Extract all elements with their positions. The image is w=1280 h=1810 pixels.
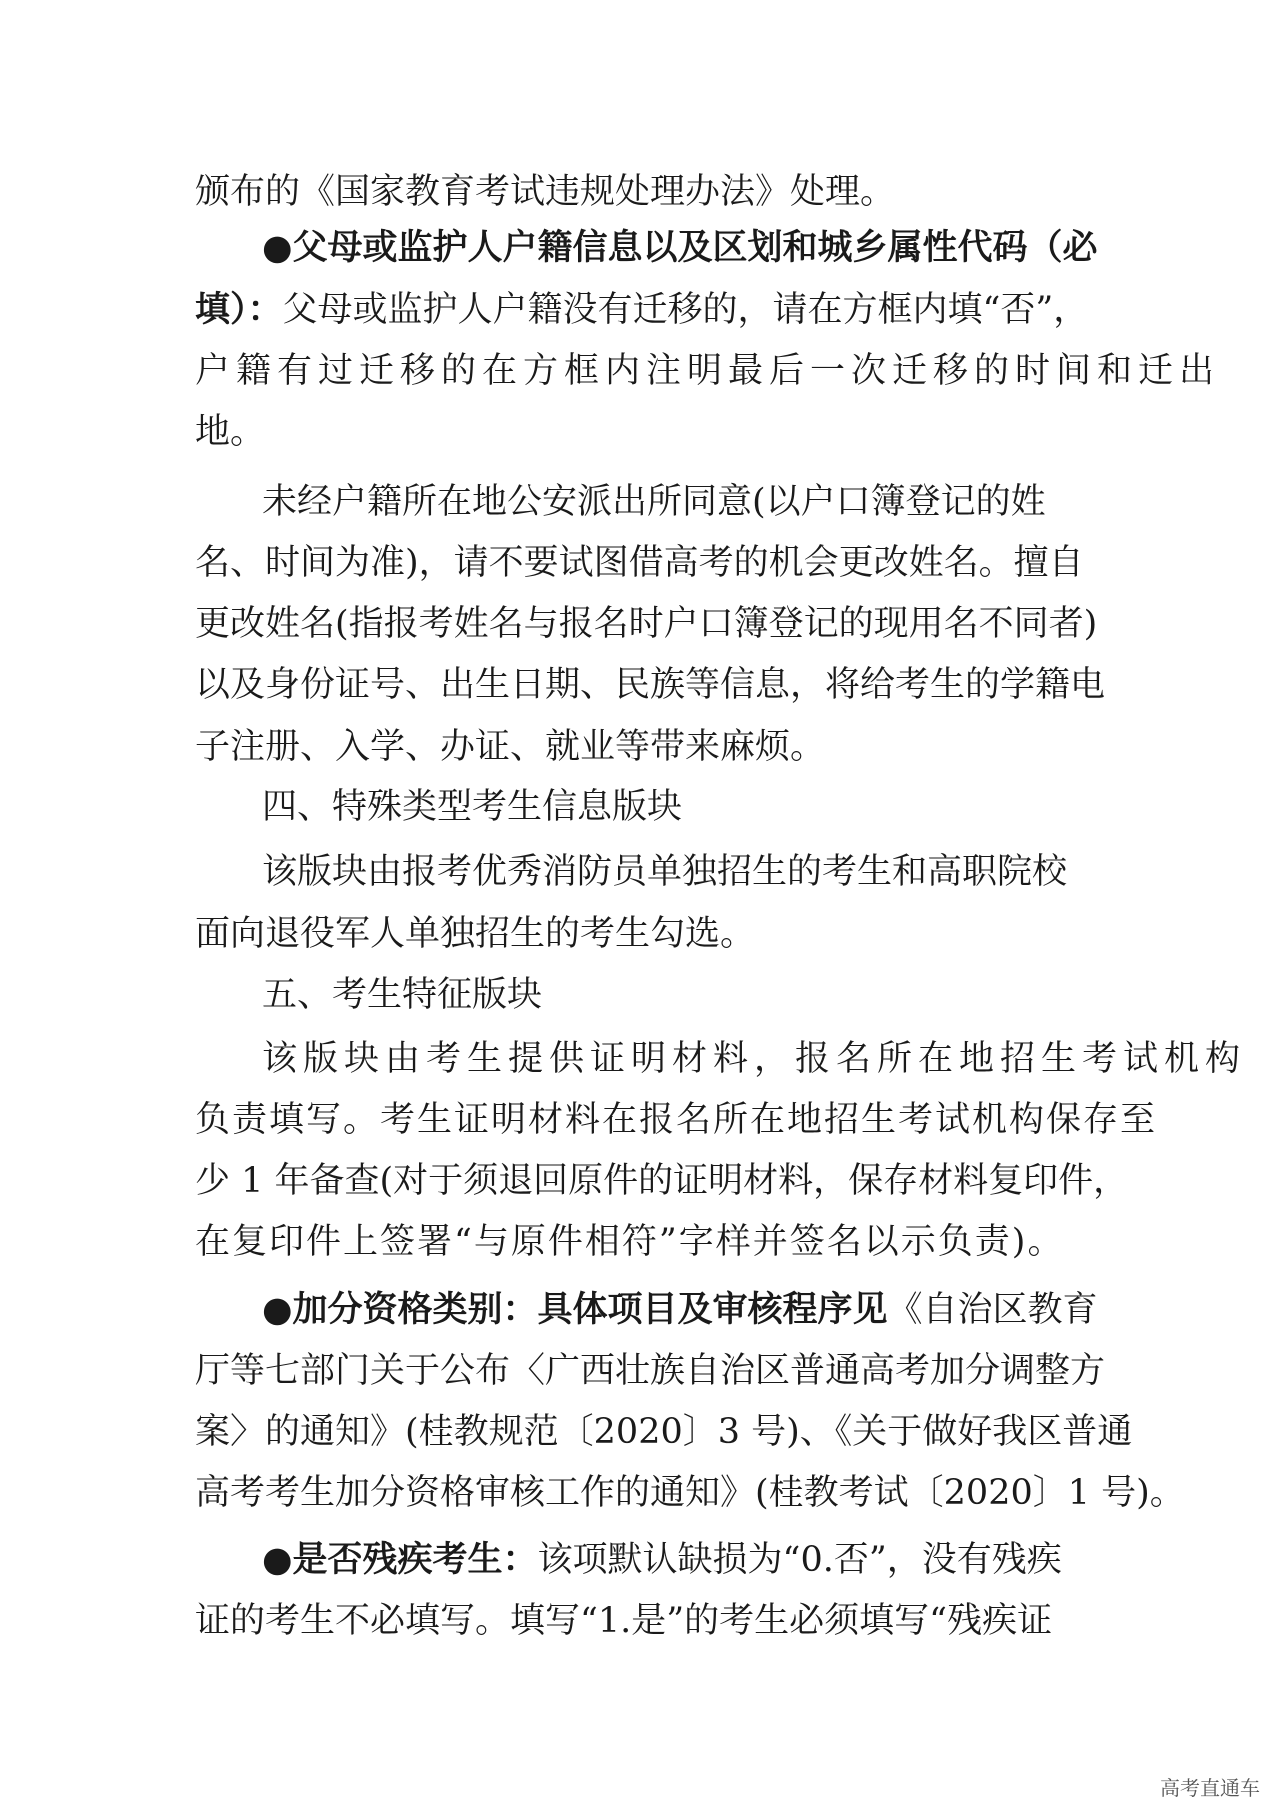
text-run: 地。 [195, 412, 266, 452]
bold-text-run: 填）： [195, 289, 283, 330]
text-line-6 [262, 472, 1100, 532]
text-line-19 [262, 1280, 1100, 1340]
text-run: 《自治区教育 [887, 1290, 1098, 1330]
text-line-4 [195, 341, 1221, 401]
text-run: 案〉的通知》(桂教规范〔2020〕3 号)、《关于做好我区普通 [195, 1412, 1133, 1452]
text-line-9 [195, 655, 1106, 715]
text-run: 证的考生不必填写。填写“1.是”的考生必须填写“残疾证 [195, 1601, 1053, 1641]
text-run: 四、特殊类型考生信息版块 [262, 787, 683, 827]
text-run: 厅等七部门关于公布〈广西壮族自治区普通高考加分调整方 [195, 1351, 1106, 1391]
text-run: 该版块由考生提供证明材料，报名所在地招生考试机构 [262, 1039, 1247, 1079]
text-line-2 [262, 218, 1100, 278]
text-line-15 [262, 1029, 1247, 1089]
text-line-22 [195, 1463, 1185, 1523]
text-line-24 [195, 1591, 1100, 1651]
text-run: 少 1 年备查(对于须退回原件的证明材料，保存材料复印件， [195, 1161, 1129, 1201]
text-run: 负责填写。考生证明材料在报名所在地招生考试机构保存至 [195, 1100, 1158, 1140]
text-run: 颁布的《国家教育考试违规处理办法》处理。 [195, 172, 896, 212]
bold-text-run: ●加分资格类别：具体项目及审核程序见 [262, 1289, 888, 1330]
text-run: 父母或监护人户籍没有迁移的，请在方框内填“否”， [282, 290, 1089, 330]
text-run: 该版块由报考优秀消防员单独招生的考生和高职院校 [262, 852, 1068, 892]
text-run: 子注册、入学、办证、就业等带来麻烦。 [195, 727, 826, 767]
text-line-17 [195, 1151, 1129, 1211]
text-line-13 [195, 904, 1100, 964]
bold-text-run: ●父母或监护人户籍信息以及区划和城乡属性代码（必 [262, 227, 1098, 268]
bold-text-run: ●是否残疾考生： [262, 1539, 538, 1580]
text-line-8 [195, 594, 1100, 654]
text-run: 五、考生特征版块 [262, 975, 543, 1015]
text-run: 更改姓名(指报考姓名与报名时户口簿登记的现用名不同者) [195, 604, 1098, 644]
text-line-3 [195, 280, 1100, 340]
text-run: 在复印件上签署“与原件相符”字样并签名以示负责)。 [195, 1222, 1065, 1262]
section-heading-4 [262, 777, 1100, 837]
text-line-7 [195, 533, 1100, 593]
text-line-21 [195, 1402, 1133, 1462]
text-line-20 [195, 1341, 1106, 1401]
text-run: 户籍有过迁移的在方框内注明最后一次迁移的时间和迁出 [195, 351, 1221, 391]
text-line-12 [262, 842, 1100, 902]
text-line-18 [195, 1212, 1100, 1272]
text-line-5 [195, 402, 1100, 462]
text-run: 该项默认缺损为“0.否”，没有残疾 [537, 1540, 1062, 1580]
text-line-23 [262, 1530, 1100, 1590]
text-run: 以及身份证号、出生日期、民族等信息，将给考生的学籍电 [195, 665, 1106, 705]
text-run: 名、时间为准)，请不要试图借高考的机会更改姓名。擅自 [195, 543, 1084, 583]
text-run: 面向退役军人单独招生的考生勾选。 [195, 914, 756, 954]
text-line-10 [195, 717, 1100, 777]
watermark: 高考直通车 [1160, 1776, 1260, 1800]
text-line-1 [195, 162, 1100, 222]
text-run: 高考考生加分资格审核工作的通知》(桂教考试〔2020〕1 号)。 [195, 1473, 1185, 1513]
text-run: 未经户籍所在地公安派出所同意(以户口簿登记的姓 [262, 482, 1046, 522]
section-heading-5 [262, 965, 1100, 1025]
text-line-16 [195, 1090, 1158, 1150]
